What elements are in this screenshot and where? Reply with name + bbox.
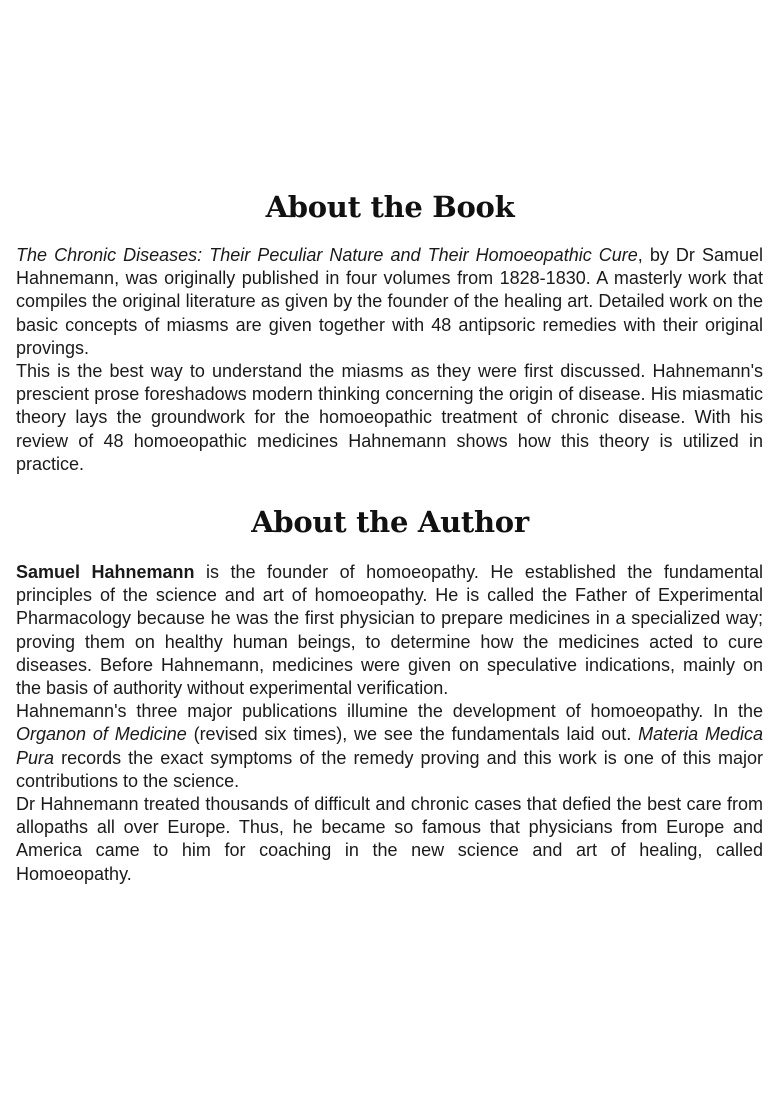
publications-text-c: records the exact symptoms of the remedy proving and this work is one of this major contributions to the science. — [16, 747, 763, 791]
about-the-author-heading: About the Author — [251, 505, 529, 539]
author-intro-text: is the founder of homoeopathy. He established the fundamental principles of the science and art of homoeopathy. He is called the Father of Experimental Pharmacology because he was the first physician to prepare medicines in a specialized way; proving them on healthy human beings, to determine how the medicines acted to cure diseases. Before Hahnemann, medicines were given on speculative indications, mainly on the basis of authority without experimental verification. — [16, 562, 763, 699]
publications-text-a: Hahnemann's three major publications illumine the development of homoeopathy. In the — [16, 701, 763, 722]
about-the-book-heading: About the Book — [265, 190, 515, 224]
materia-medica-title: Materia Medica Pura — [16, 724, 764, 768]
book-description-text: , by Dr Samuel Hahnemann, was originally published in four volumes from 1828-1830. A masterly work that compiles the original literature as given by the founder of the healing art. Detailed work on the basic concepts of miasms are given together with 48 antipsoric remedies with their original provings. — [16, 245, 763, 358]
book-title: The Chronic Diseases: Their Peculiar Nature and Their Homoeopathic Cure — [16, 245, 638, 265]
about-the-author-section — [16, 561, 763, 886]
fame-paragraph: Dr Hahnemann treated thousands of difficult and chronic cases that defied the best care from allopaths all over Europe. Thus, he became so famous that physicians from Europe and America came to him for coaching in the new science and art of healing, called Homoeopathy. — [16, 794, 763, 884]
publications-text-b: (revised six times), we see the fundamentals laid out. — [186, 724, 639, 745]
about-the-book-section — [16, 244, 763, 476]
author-intro-paragraph — [16, 561, 763, 700]
publications-paragraph — [16, 700, 763, 793]
author-name: Samuel Hahnemann — [16, 562, 195, 582]
organon-title: Organon of Medicine — [16, 724, 187, 745]
book-description-paragraph — [16, 244, 763, 360]
miasm-paragraph: This is the best way to understand the miasms as they were first discussed. Hahnemann's prescient prose foreshadows modern thinking concerning the origin of disease. His miasmatic theory lays the groundwork for the homoeopathic treatment of chronic disease. With his review of 48 homoeopathic medicines Hahnemann shows how this theory is utilized in practice. — [16, 361, 763, 474]
